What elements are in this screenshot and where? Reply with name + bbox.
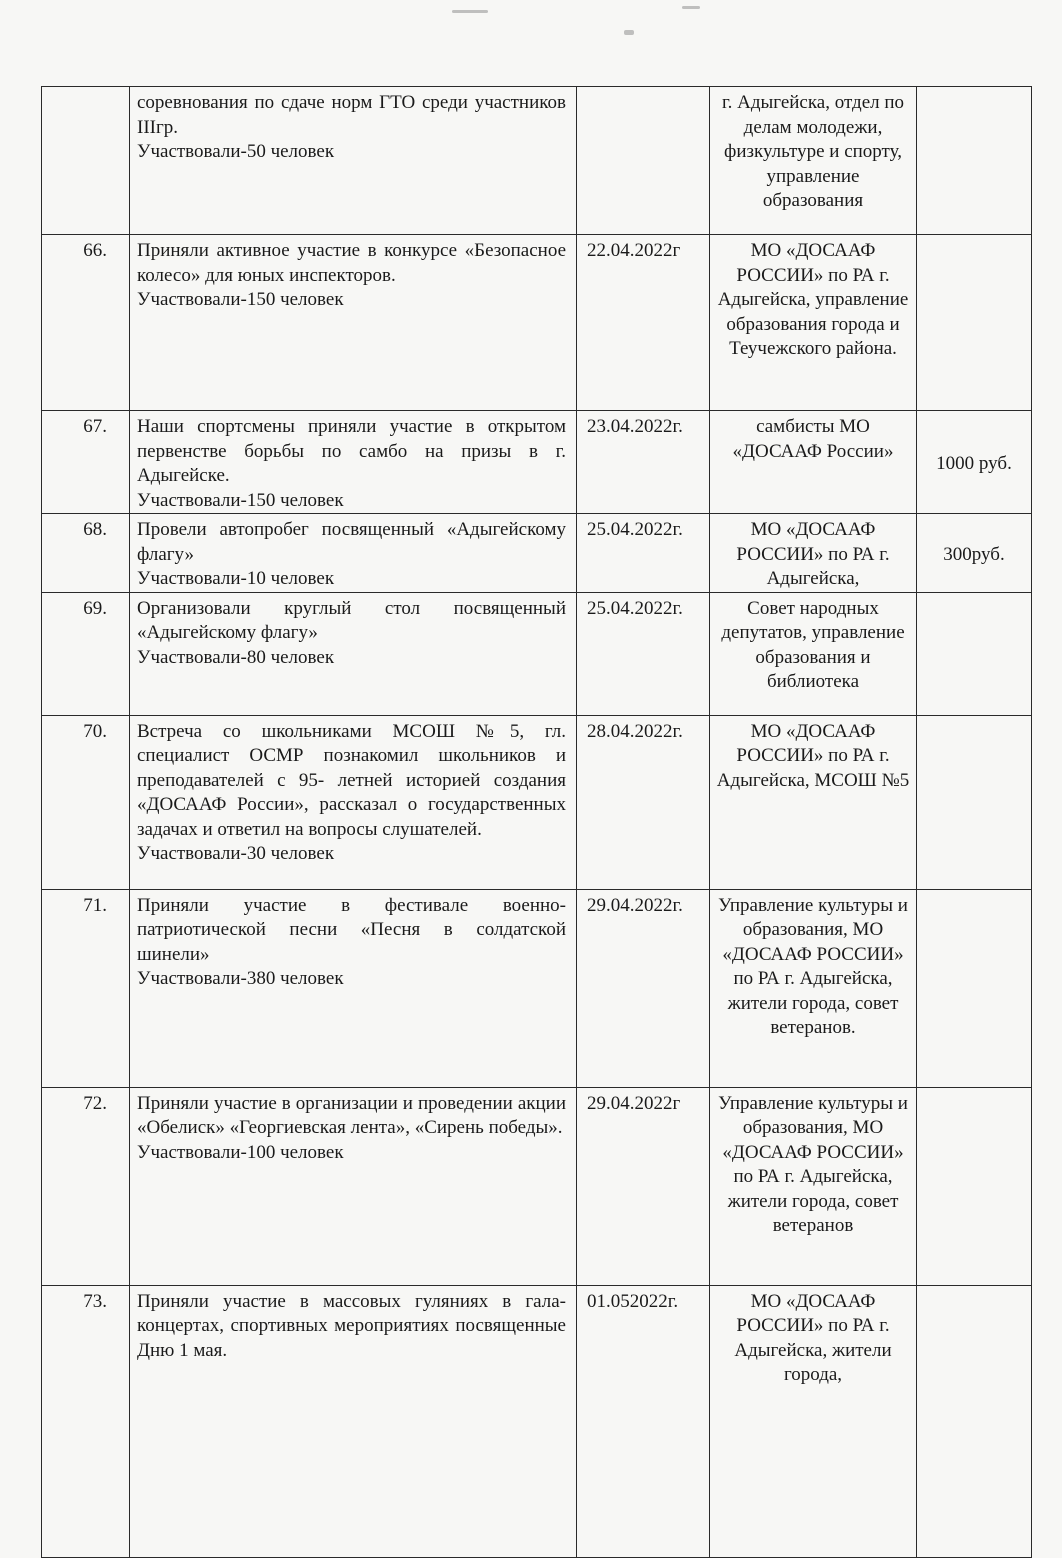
participants-count: Участвовали-150 человек xyxy=(137,289,344,310)
event-description xyxy=(130,514,577,593)
event-description xyxy=(130,1087,577,1285)
event-funding xyxy=(917,715,1032,889)
table-row xyxy=(42,235,1032,411)
participants-count: Участвовали-150 человек xyxy=(137,489,344,511)
event-description xyxy=(130,715,577,889)
event-funding xyxy=(917,87,1032,235)
event-organizers: МО «ДОСААФ РОССИИ» по РА г. Адыгейска, жители города, xyxy=(710,1285,917,1557)
event-organizers: МО «ДОСААФ РОССИИ» по РА г. Адыгейска, МСОШ №5 xyxy=(710,715,917,889)
event-text: Организовали круглый стол посвященный «Адыгейскому флагу» xyxy=(137,597,571,643)
event-organizers: МО «ДОСААФ РОССИИ» по РА г. Адыгейска, управление образования города и Теучежского района. xyxy=(710,235,917,411)
table-row xyxy=(42,1087,1032,1285)
event-organizers: Совет народных депутатов, управление образования и библиотека xyxy=(710,592,917,715)
row-number xyxy=(42,87,130,235)
scan-speck xyxy=(452,10,488,13)
participants-count: Участвовали-380 человек xyxy=(137,968,344,989)
event-text: Наши спортсмены приняли участие в открытом первенстве борьбы по самбо на призы в г. Адыгейске. xyxy=(137,416,571,486)
event-text: Встреча со школьниками МСОШ №5, гл. специалист ОСМР познакомил школьников и преподавателей с 95- летней историей создания «ДОСААФ России», рассказал о государственных задачах и ответил на вопросы слушателей. xyxy=(137,720,571,840)
event-funding xyxy=(917,235,1032,411)
row-number: 66. xyxy=(42,235,130,411)
table-row xyxy=(42,889,1032,1087)
participants-count: Участвовали-10 человек xyxy=(137,568,335,589)
table-row xyxy=(42,715,1032,889)
event-date xyxy=(577,87,710,235)
event-text: Приняли участие в фестивале военно-патриотической песни «Песня в солдатской шинели» xyxy=(137,894,571,965)
participants-count: Участвовали-80 человек xyxy=(137,646,335,668)
event-text: Провели автопробег посвященный «Адыгейскому флагу» xyxy=(137,519,571,565)
participants-count: Участвовали-30 человек xyxy=(137,843,335,864)
row-number: 69. xyxy=(42,592,130,715)
row-number: 67. xyxy=(42,411,130,514)
event-text: Приняли участие в организации и проведении акции «Обелиск» «Георгиевская лента», «Сирень победы». xyxy=(137,1092,571,1138)
event-funding xyxy=(917,1087,1032,1285)
event-description xyxy=(130,87,577,235)
event-funding xyxy=(917,889,1032,1087)
event-organizers: Управление культуры и образования, МО «ДОСААФ РОССИИ» по РА г. Адыгейска, жители города, совет ветеранов xyxy=(710,1087,917,1285)
event-date: 01.052022г. xyxy=(577,1285,710,1557)
event-date: 29.04.2022г. xyxy=(577,889,710,1087)
event-date: 25.04.2022г. xyxy=(577,514,710,593)
table-row xyxy=(42,592,1032,715)
scan-speck xyxy=(682,6,700,9)
participants-count: Участвовали-100 человек xyxy=(137,1141,344,1163)
participants-count: Участвовали-50 человек xyxy=(137,141,335,162)
event-description xyxy=(130,889,577,1087)
event-funding xyxy=(917,1285,1032,1557)
event-description xyxy=(130,411,577,514)
event-text: Приняли участие в массовых гуляниях в гала-концертах, спортивных мероприятиях посвященные Дню 1 мая. xyxy=(137,1290,571,1361)
event-organizers: г. Адыгейска, отдел по делам молодежи, физкультуре и спорту, управление образования xyxy=(710,87,917,235)
row-number: 72. xyxy=(42,1087,130,1285)
event-text: Приняли активное участие в конкурсе «Безопасное колесо» для юных инспекторов. xyxy=(137,240,571,286)
events-table xyxy=(41,86,1032,1558)
event-description xyxy=(130,235,577,411)
table-row xyxy=(42,87,1032,235)
event-date: 28.04.2022г. xyxy=(577,715,710,889)
event-date: 22.04.2022г xyxy=(577,235,710,411)
table-row xyxy=(42,1285,1032,1557)
event-funding: 1000 руб. xyxy=(917,411,1032,514)
event-text: соревнования по сдаче норм ГТО среди участников IIIгр. xyxy=(137,92,571,138)
event-organizers: МО «ДОСААФ РОССИИ» по РА г. Адыгейска, xyxy=(710,514,917,593)
event-date: 23.04.2022г. xyxy=(577,411,710,514)
event-date: 29.04.2022г xyxy=(577,1087,710,1285)
scan-speck xyxy=(624,30,634,35)
event-description xyxy=(130,1285,577,1557)
row-number: 73. xyxy=(42,1285,130,1557)
row-number: 68. xyxy=(42,514,130,593)
event-funding xyxy=(917,592,1032,715)
event-organizers: самбисты МО «ДОСААФ России» xyxy=(710,411,917,514)
event-description xyxy=(130,592,577,715)
event-funding: 300руб. xyxy=(917,514,1032,593)
event-organizers: Управление культуры и образования, МО «ДОСААФ РОССИИ» по РА г. Адыгейска, жители города, совет ветеранов. xyxy=(710,889,917,1087)
row-number: 71. xyxy=(42,889,130,1087)
row-number: 70. xyxy=(42,715,130,889)
event-date: 25.04.2022г. xyxy=(577,592,710,715)
table-row xyxy=(42,514,1032,593)
table-row xyxy=(42,411,1032,514)
